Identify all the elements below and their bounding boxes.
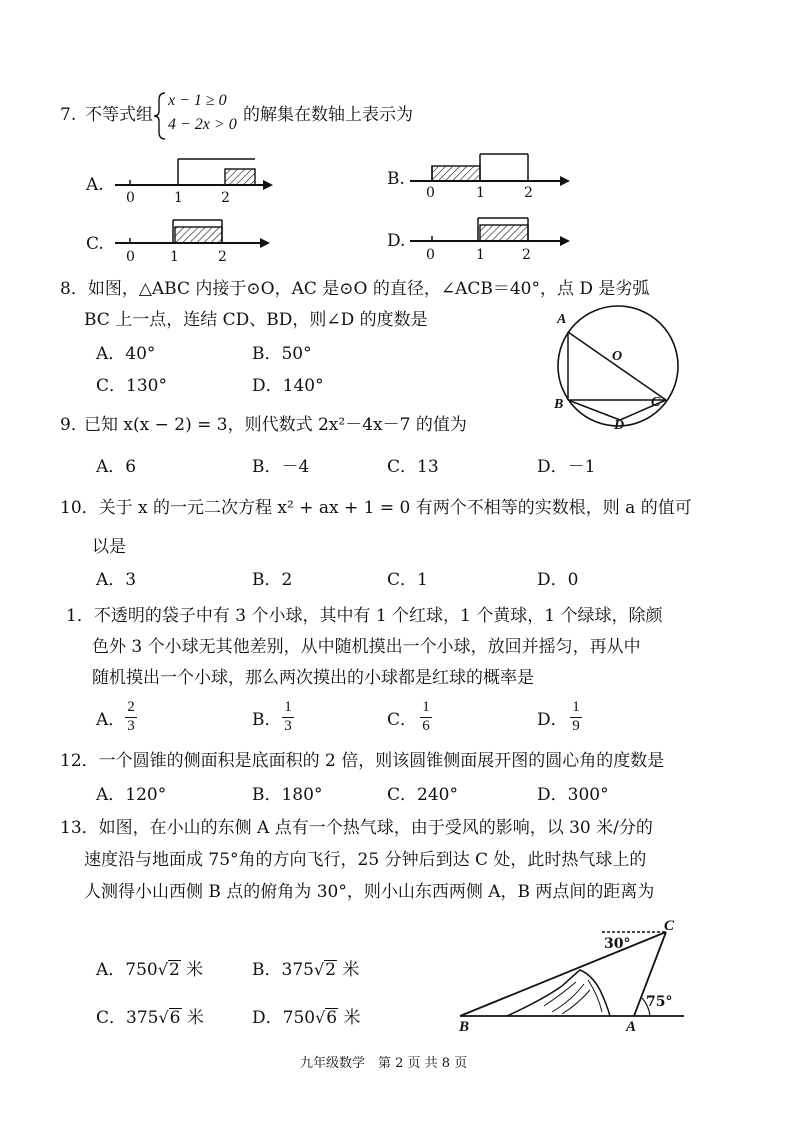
q11-option-b-fraction <box>282 700 294 735</box>
q11-b-numerator: 1 <box>284 699 292 715</box>
q13-option-c: C．375√6 米 <box>96 1008 204 1028</box>
q11-a-denominator: 3 <box>127 717 135 734</box>
q13-d-label: D． <box>252 1008 283 1028</box>
q13-angle-75: 75° <box>646 994 673 1010</box>
q7-c-tick-1: 1 <box>170 249 179 265</box>
q8-line-2: BC 上一点，连结 CD、BD，则∠D 的度数是 <box>84 310 428 330</box>
q12-option-a: A．120° <box>96 785 167 805</box>
q13-line-1: 13．如图，在小山的东侧 A 点有一个热气球，由于受风的影响，以 30 米/分的 <box>60 818 653 838</box>
q7-c-tick-0: 0 <box>126 249 135 265</box>
q8-line-1: 8．如图，△ABC 内接于⊙O，AC 是⊙O 的直径，∠ACB＝40°，点 D 是劣弧 <box>60 279 650 299</box>
q13-d-coef: 750 <box>282 1008 316 1028</box>
q13-d-unit: 米 <box>343 1008 361 1028</box>
q12-option-c: C．240° <box>387 785 458 805</box>
q11-option-d-label: D． <box>537 710 568 730</box>
q11-option-d-fraction <box>570 700 582 735</box>
page-footer: 九年级数学 第 2 页 共 8 页 <box>300 1056 468 1071</box>
q7-number: 7. <box>60 105 77 125</box>
q11-line-3: 随机摸出一个小球，那么两次摸出的小球都是红球的概率是 <box>92 668 534 688</box>
q12-option-d: D．300° <box>537 785 609 805</box>
q7-d-tick-2: 2 <box>522 247 531 263</box>
q7-b-tick-2: 2 <box>524 185 533 201</box>
q7-option-c-label: C. <box>86 234 104 254</box>
q12-line-1: 12．一个圆锥的侧面积是底面积的 2 倍，则该圆锥侧面展开图的圆心角的度数是 <box>60 751 665 771</box>
q7-a-tick-2: 2 <box>221 190 230 206</box>
q7-option-d-label: D. <box>387 231 406 251</box>
q8-point-o: O <box>612 349 623 364</box>
q7-b-tick-0: 0 <box>426 185 435 201</box>
q7-inequality-1: x − 1 ≥ 0 <box>168 92 227 109</box>
q13-line-3: 人测得小山西侧 B 点的俯角为 30°，则小山东西两侧 A，B 两点间的距离为 <box>84 882 655 902</box>
q8-point-b: B <box>554 397 564 412</box>
q7-option-a-label: A. <box>86 175 104 195</box>
q10-option-c: C．1 <box>387 570 428 590</box>
q9-option-c: C．13 <box>387 457 439 477</box>
q13-a-radicand: 2 <box>168 960 180 980</box>
q13-d-radicand: 6 <box>326 1008 338 1028</box>
q11-option-c-label: C． <box>387 710 418 730</box>
q13-option-a: A．750√2 米 <box>96 960 204 980</box>
q10-option-b: B．2 <box>252 570 293 590</box>
q7-a-tick-0: 0 <box>126 190 135 206</box>
q11-line-1: 1．不透明的袋子中有 3 个小球，其中有 1 个红球，1 个黄球，1 个绿球，除颜 <box>66 606 663 626</box>
q12-option-b: B．180° <box>252 785 323 805</box>
q10-line-1: 10．关于 x 的一元二次方程 x² + ax + 1 = 0 有两个不相等的实数根，则 a 的值可 <box>60 498 692 518</box>
q13-mountain-figure <box>452 920 692 1030</box>
q9-number: 9． <box>60 415 88 435</box>
q7-inequality-2: 4 − 2x > 0 <box>168 116 237 133</box>
q13-c-unit: 米 <box>186 1008 204 1028</box>
q7-suffix: 的解集在数轴上表示为 <box>243 105 413 125</box>
q13-option-b: B．375√2 米 <box>252 960 360 980</box>
q8-point-c: C <box>651 395 661 410</box>
q13-a-coef: 750 <box>125 960 158 980</box>
q10-line-2: 以是 <box>92 537 126 557</box>
q7-a-tick-1: 1 <box>174 190 183 206</box>
q9-text: 已知 x(x − 2) = 3，则代数式 2x²－4x－7 的值为 <box>84 415 467 435</box>
q7-b-tick-1: 1 <box>476 185 485 201</box>
q7-prefix: 不等式组 <box>85 105 153 125</box>
q13-angle-30: 30° <box>604 936 631 952</box>
q13-b-unit: 米 <box>342 960 360 980</box>
q11-c-denominator: 6 <box>422 717 430 734</box>
q13-c-coef: 375 <box>126 1008 159 1028</box>
q11-line-2: 色外 3 个小球无其他差别，从中随机摸出一个小球，放回并摇匀，再从中 <box>92 637 641 657</box>
q11-option-b-label: B． <box>252 710 282 730</box>
q13-c-label: C． <box>96 1008 127 1028</box>
q11-a-numerator: 2 <box>127 699 135 715</box>
q11-option-a-label: A． <box>96 710 126 730</box>
q8-option-a: A．40° <box>96 344 156 364</box>
q8-point-d: D <box>614 418 625 433</box>
q8-option-b: B．50° <box>252 344 312 364</box>
q13-a-unit: 米 <box>186 960 204 980</box>
q11-b-denominator: 3 <box>284 717 292 734</box>
q7-option-a-numberline <box>115 157 275 197</box>
q11-c-numerator: 1 <box>422 699 430 715</box>
q9-option-b: B．－4 <box>252 457 310 477</box>
q7-brace <box>153 92 167 140</box>
q11-option-a-fraction <box>125 700 137 735</box>
q13-option-d: D．750√6 米 <box>252 1008 361 1028</box>
q13-c-radicand: 6 <box>169 1008 181 1028</box>
q13-point-c: C <box>664 918 675 934</box>
q9-option-d: D．－1 <box>537 457 596 477</box>
q13-line-2: 速度沿与地面成 75°角的方向飞行，25 分钟后到达 C 处，此时热气球上的 <box>84 850 647 870</box>
q11-d-denominator: 9 <box>572 717 580 734</box>
q10-option-a: A．3 <box>96 570 137 590</box>
q13-point-b: B <box>459 1019 470 1035</box>
q13-b-coef: 375 <box>281 960 314 980</box>
q10-option-d: D．0 <box>537 570 579 590</box>
q8-point-a: A <box>557 312 567 327</box>
q7-option-c-numberline <box>115 218 275 254</box>
q13-b-label: B． <box>252 960 282 980</box>
q9-option-a: A．6 <box>96 457 137 477</box>
q7-c-tick-2: 2 <box>218 249 227 265</box>
q11-option-c-fraction <box>420 700 432 735</box>
q13-b-radicand: 2 <box>325 960 336 980</box>
q7-option-b-label: B. <box>387 169 405 189</box>
q11-d-numerator: 1 <box>572 699 580 715</box>
q8-option-d: D．140° <box>252 376 324 396</box>
q7-d-tick-0: 0 <box>426 247 435 263</box>
q7-d-tick-1: 1 <box>476 247 485 263</box>
q13-point-a: A <box>626 1019 637 1035</box>
q13-a-label: A． <box>96 960 126 980</box>
q8-option-c: C．130° <box>96 376 167 396</box>
